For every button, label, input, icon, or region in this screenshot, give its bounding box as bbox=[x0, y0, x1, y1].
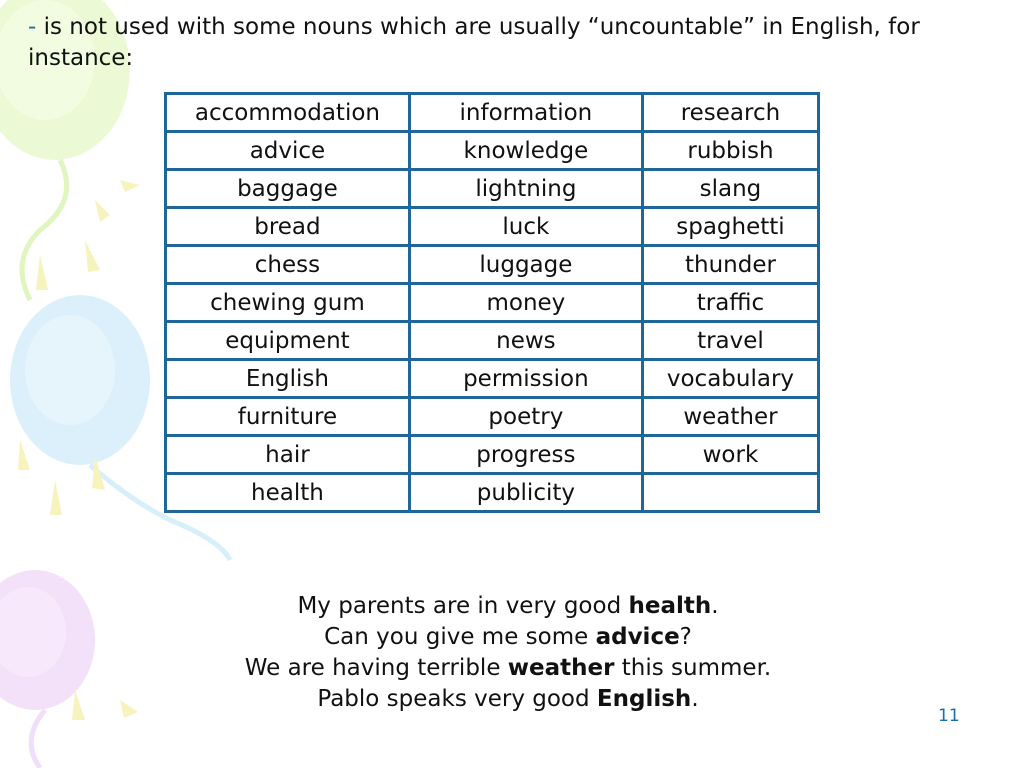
table-cell: traffic bbox=[642, 284, 818, 322]
table-cell: poetry bbox=[409, 398, 642, 436]
table-row bbox=[166, 398, 819, 436]
table-row bbox=[166, 360, 819, 398]
example-highlight-noun: English bbox=[596, 686, 692, 712]
table-cell: hair bbox=[166, 436, 410, 474]
intro-text bbox=[28, 12, 1008, 74]
intro-dash: - bbox=[28, 14, 37, 40]
table-row bbox=[166, 322, 819, 360]
table-cell: slang bbox=[642, 170, 818, 208]
example-highlight-noun: advice bbox=[595, 624, 680, 650]
table-row bbox=[166, 474, 819, 512]
example-text-before: Pablo speaks very good bbox=[317, 686, 597, 712]
table-cell: spaghetti bbox=[642, 208, 818, 246]
uncountable-nouns-table bbox=[164, 92, 820, 513]
table-cell: vocabulary bbox=[642, 360, 818, 398]
table-cell: information bbox=[409, 94, 642, 132]
table-cell: baggage bbox=[166, 170, 410, 208]
table-row bbox=[166, 208, 819, 246]
intro-sentence: is not used with some nouns which are usually “uncountable” in English, for instance: bbox=[28, 14, 920, 71]
table-cell: advice bbox=[166, 132, 410, 170]
table-cell: money bbox=[409, 284, 642, 322]
table-cell: lightning bbox=[409, 170, 642, 208]
example-sentence bbox=[0, 653, 1016, 684]
table-cell: progress bbox=[409, 436, 642, 474]
table-row bbox=[166, 132, 819, 170]
table-cell: luck bbox=[409, 208, 642, 246]
nouns-table-body bbox=[166, 94, 819, 512]
table-cell: work bbox=[642, 436, 818, 474]
table-cell: health bbox=[166, 474, 410, 512]
table-row bbox=[166, 284, 819, 322]
example-text-after: ? bbox=[679, 624, 692, 650]
table-cell bbox=[642, 474, 818, 512]
table-cell: publicity bbox=[409, 474, 642, 512]
table-row bbox=[166, 170, 819, 208]
table-row bbox=[166, 94, 819, 132]
example-text-after: this summer. bbox=[614, 655, 772, 681]
table-cell: thunder bbox=[642, 246, 818, 284]
example-text-after: . bbox=[691, 686, 699, 712]
example-text-after: . bbox=[711, 593, 719, 619]
table-row bbox=[166, 436, 819, 474]
table-cell: rubbish bbox=[642, 132, 818, 170]
table-cell: bread bbox=[166, 208, 410, 246]
example-text-before: My parents are in very good bbox=[297, 593, 629, 619]
table-row bbox=[166, 246, 819, 284]
table-cell: chess bbox=[166, 246, 410, 284]
example-highlight-noun: health bbox=[628, 593, 712, 619]
table-cell: equipment bbox=[166, 322, 410, 360]
table-cell: travel bbox=[642, 322, 818, 360]
example-sentence bbox=[0, 684, 1016, 715]
example-highlight-noun: weather bbox=[507, 655, 615, 681]
table-cell: news bbox=[409, 322, 642, 360]
table-cell: chewing gum bbox=[166, 284, 410, 322]
example-text-before: Can you give me some bbox=[324, 624, 596, 650]
table-cell: permission bbox=[409, 360, 642, 398]
example-sentence bbox=[0, 622, 1016, 653]
table-cell: knowledge bbox=[409, 132, 642, 170]
table-cell: weather bbox=[642, 398, 818, 436]
table-cell: research bbox=[642, 94, 818, 132]
table-cell: accommodation bbox=[166, 94, 410, 132]
table-cell: furniture bbox=[166, 398, 410, 436]
example-sentences bbox=[0, 591, 1016, 715]
page-number: 11 bbox=[938, 706, 960, 726]
example-text-before: We are having terrible bbox=[244, 655, 508, 681]
example-sentence bbox=[0, 591, 1016, 622]
table-cell: English bbox=[166, 360, 410, 398]
table-cell: luggage bbox=[409, 246, 642, 284]
